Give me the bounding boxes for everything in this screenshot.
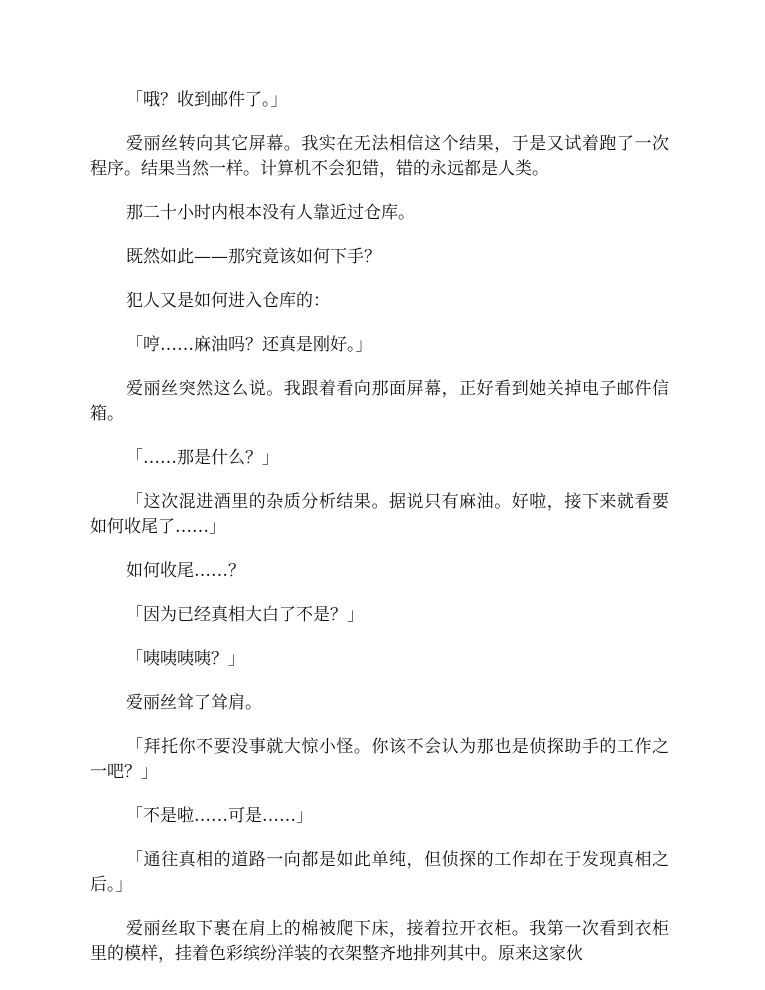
paragraph-17: 爱丽丝取下裹在肩上的棉被爬下床，接着拉开衣柜。我第一次看到衣柜里的模样，挂着色彩缤纷洋装的衣架整齐地排列其中。原来这家伙 bbox=[90, 919, 669, 964]
paragraph-5: 犯人又是如何进入仓库的： bbox=[126, 291, 330, 311]
paragraph-1: 「哦？收到邮件了。」 bbox=[126, 90, 288, 110]
paragraph-15: 「不是啦……可是……」 bbox=[126, 806, 313, 826]
paragraph-9: 「这次混进酒里的杂质分析结果。据说只有麻油。好啦，接下来就看要如何收尾了……」 bbox=[90, 492, 669, 537]
paragraph-14: 「拜托你不要没事就大惊小怪。你该不会认为那也是侦探助手的工作之一吧？」 bbox=[90, 737, 669, 782]
paragraph-12: 「咦咦咦咦？」 bbox=[126, 649, 245, 669]
paragraph-16: 「通往真相的道路一向都是如此单纯，但侦探的工作却在于发现真相之后。」 bbox=[90, 850, 669, 895]
paragraph-13: 爱丽丝耸了耸肩。 bbox=[126, 693, 262, 713]
paragraph-3: 那二十小时内根本没有人靠近过仓库。 bbox=[126, 203, 415, 223]
paragraph-2: 爱丽丝转向其它屏幕。我实在无法相信这个结果，于是又试着跑了一次程序。结果当然一样。计算机不会犯错，错的永远都是人类。 bbox=[90, 134, 669, 179]
paragraph-8: 「……那是什么？」 bbox=[126, 448, 279, 468]
paragraph-7: 爱丽丝突然这么说。我跟着看向那面屏幕，正好看到她关掉电子邮件信箱。 bbox=[90, 379, 669, 424]
paragraph-11: 「因为已经真相大白了不是？」 bbox=[126, 605, 364, 625]
paragraph-10: 如何收尾……？ bbox=[126, 561, 245, 581]
paragraph-6: 「哼……麻油吗？还真是刚好。」 bbox=[126, 335, 373, 355]
paragraph-4: 既然如此——那究竟该如何下手？ bbox=[126, 247, 381, 267]
